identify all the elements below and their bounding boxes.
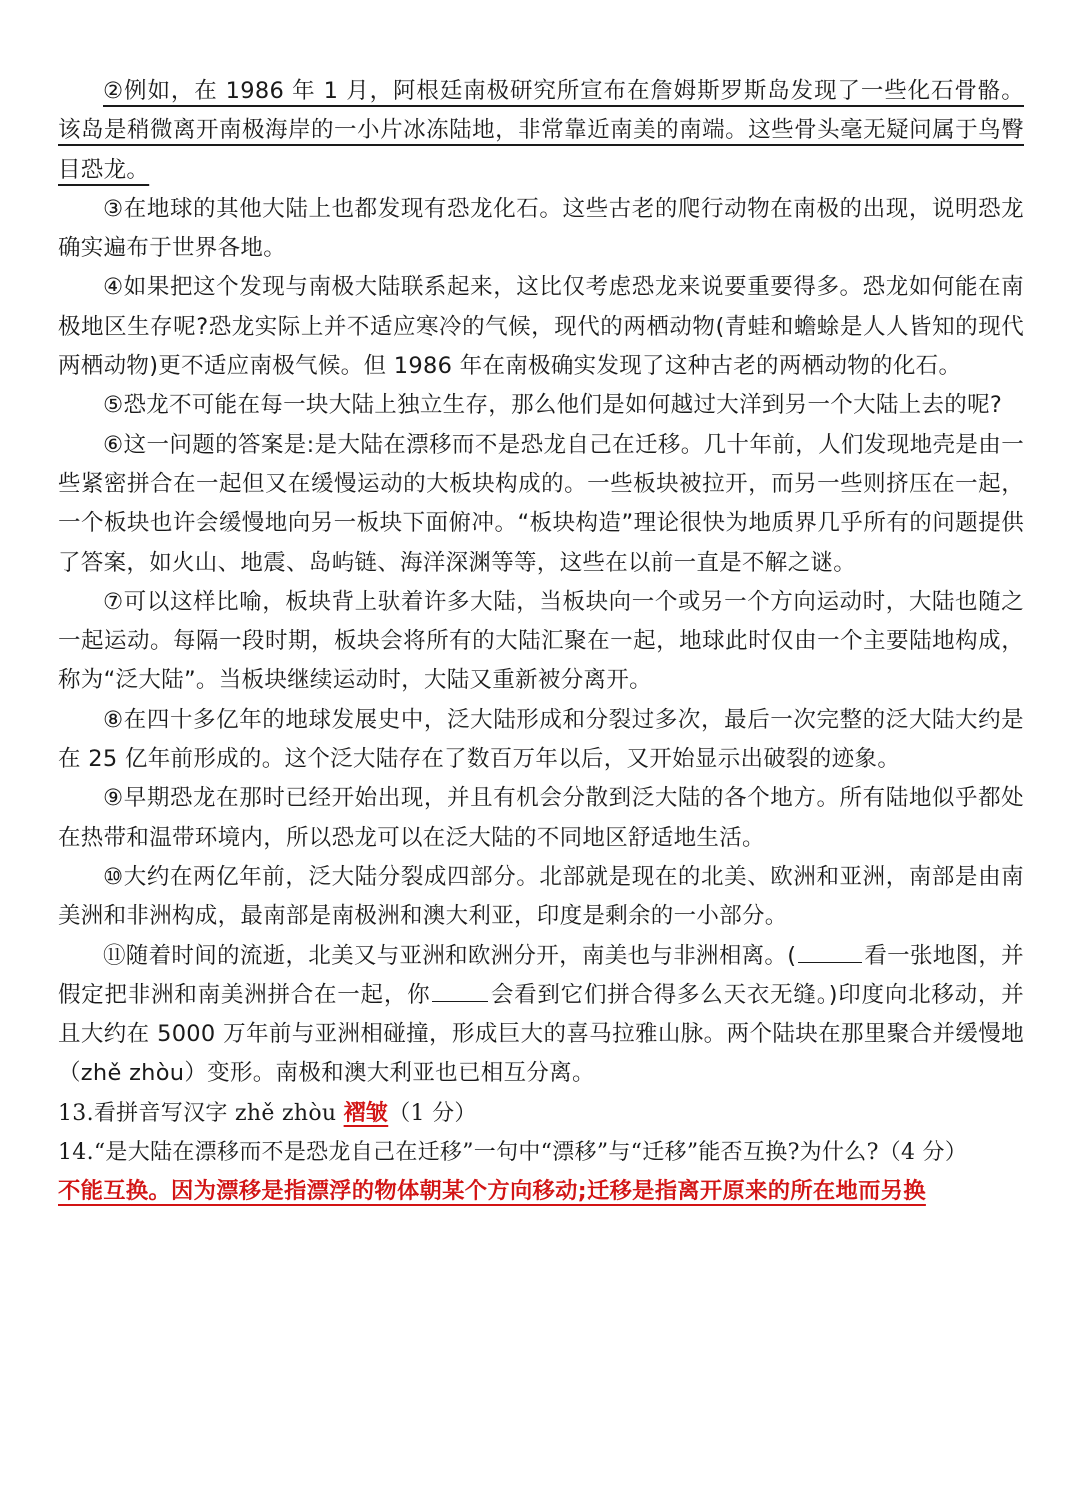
paragraph-9: ⑨早期恐龙在那时已经开始出现，并且有机会分散到泛大陆的各个地方。所有陆地似乎都处在热带和温带环境内，所以恐龙可以在泛大陆的不同地区舒适地生活。 bbox=[58, 785, 1024, 851]
question-13-answer: 褶皱 bbox=[343, 1099, 389, 1126]
paragraph-6: ⑥这一问题的答案是:是大陆在漂移而不是恐龙自己在迁移。几十年前，人们发现地壳是由一些紧密拼合在一起但又在缓慢运动的大板块构成的。一些板块被拉开，而另一些则挤压在一起，一个板块也许会缓慢地向另一板块下面俯冲。“板块构造”理论很快为地质界几乎所有的问题提供了答案，如火山、地震、岛屿链、海洋深渊等等，这些在以前一直是不解之谜。 bbox=[58, 431, 1024, 576]
paragraph-8: ⑧在四十多亿年的地球发展史中，泛大陆形成和分裂过多次，最后一次完整的泛大陆大约是在 25 亿年前形成的。这个泛大陆存在了数百万年以后，又开始显示出破裂的迹象。 bbox=[58, 706, 1024, 773]
fill-blank-2[interactable] bbox=[432, 979, 488, 1002]
question-13-prompt: 13.看拼音写汉字 zhě zhòu bbox=[58, 1100, 344, 1126]
question-13-score: （1 分） bbox=[388, 1100, 477, 1126]
paragraph-7: ⑦可以这样比喻，板块背上驮着许多大陆，当板块向一个或另一个方向运动时，大陆也随之一起运动。每隔一段时期，板块会将所有的大陆汇聚在一起，地球此时仅由一个主要陆地构成，称为“泛大陆”。当板块继续运动时，大陆又重新被分离开。 bbox=[58, 588, 1024, 694]
question-13 bbox=[58, 1094, 1024, 1133]
paragraph-11-part-c: 会看到它们拼合得多么天衣无缝。)印度向北移动，并且大约在 5000 万年前与亚洲相碰撞，形成巨大的喜马拉雅山脉。两个陆块在那里聚合并缓慢地（zhě zhòu）变形。南极和澳大利亚也已相互分离。 bbox=[58, 981, 1024, 1087]
paragraph-11 bbox=[58, 937, 1024, 1094]
paragraph-2: ②例如，在 1986 年 1 月，阿根廷南极研究所宣布在詹姆斯罗斯岛发现了一些化石骨骼。该岛是稍微离开南极海岸的一小片冰冻陆地，非常靠近南美的南端。这些骨头毫无疑问属于鸟臀目恐龙。 bbox=[58, 78, 1024, 183]
paragraph-5: ⑤恐龙不可能在每一块大陆上独立生存，那么他们是如何越过大洋到另一个大陆上去的呢? bbox=[103, 392, 1003, 419]
paragraph-3: ③在地球的其他大陆上也都发现有恐龙化石。这些古老的爬行动物在南极的出现，说明恐龙确实遍布于世界各地。 bbox=[58, 195, 1024, 262]
question-14-answer: 不能互换。因为漂移是指漂浮的物体朝某个方向移动;迁移是指离开原来的所在地而另换 bbox=[58, 1178, 926, 1205]
paragraph-11-part-b: 看一张地图，并假定把非洲和南美洲拼合在一起，你 bbox=[58, 942, 1024, 1008]
paragraph-10: ⑩大约在两亿年前，泛大陆分裂成四部分。北部就是现在的北美、欧洲和亚洲，南部是由南美洲和非洲构成，最南部是南极洲和澳大利亚，印度是剩余的一小部分。 bbox=[58, 863, 1024, 930]
question-14: 14.“是大陆在漂移而不是恐龙自己在迁移”一句中“漂移”与“迁移”能否互换?为什么?（4 分） bbox=[58, 1140, 968, 1166]
paragraph-4: ④如果把这个发现与南极大陆联系起来，这比仅考虑恐龙来说要重要得多。恐龙如何能在南极地区生存呢?恐龙实际上并不适应寒冷的气候，现代的两栖动物(青蛙和蟾蜍是人人皆知的现代两栖动物)更不适应南极气候。但 1986 年在南极确实发现了这种古老的两栖动物的化石。 bbox=[58, 274, 1024, 380]
fill-blank-1[interactable] bbox=[798, 940, 862, 963]
paragraph-11-part-a: ⑪随着时间的流逝，北美又与亚洲和欧洲分开，南美也与非洲相离。( bbox=[103, 942, 797, 969]
